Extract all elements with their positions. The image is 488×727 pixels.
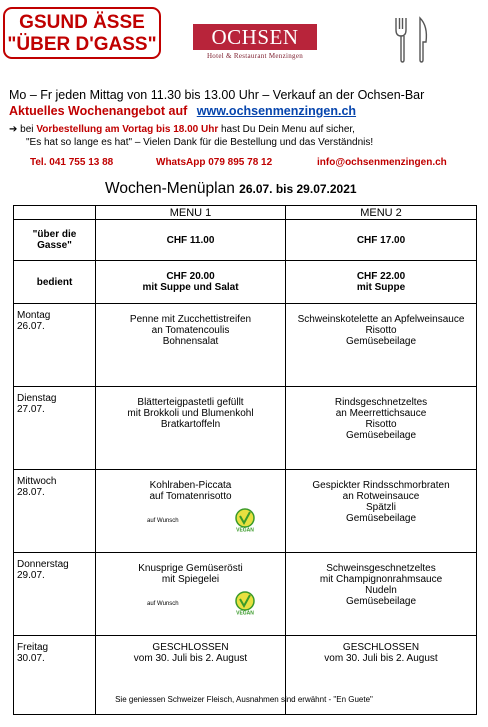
- day-name: Donnerstag: [17, 559, 69, 570]
- preorder-line: [9, 124, 355, 135]
- menu-2-dish: [286, 470, 477, 553]
- day-date: 29.07.: [17, 570, 45, 581]
- ochsen-logo: [193, 24, 317, 60]
- menu-2-dish: [286, 553, 477, 636]
- title-text: Wochen-Menüplan: [105, 180, 235, 197]
- fork-knife-icon: [392, 16, 432, 64]
- menu-1-dish: [96, 387, 286, 470]
- weekly-offer-line: [9, 104, 356, 118]
- website-link[interactable]: www.ochsenmenzingen.ch: [196, 104, 357, 118]
- table-row: [14, 387, 477, 470]
- dish-line: Gemüsebeilage: [345, 430, 417, 441]
- takeaway-price-row: [14, 220, 477, 261]
- header-menu-1: MENU 1: [96, 206, 286, 220]
- preorder-deadline: Vorbestellung am Vortag bis 18.00 Uhr: [36, 124, 219, 135]
- contact-whatsapp[interactable]: WhatsApp 079 895 78 12: [156, 157, 273, 168]
- dish-line: Knusprige Gemüserösti: [138, 563, 243, 574]
- dish-line: Schweinsgeschnetzeltes: [326, 563, 436, 574]
- served-label: bedient: [14, 261, 96, 304]
- day-name: Montag: [17, 310, 51, 321]
- header-empty: [14, 206, 96, 220]
- dish-line: an Rotweinsauce: [342, 491, 420, 502]
- served-note-2: mit Suppe: [356, 282, 406, 293]
- dish-line: Rindsgeschnetzeltes: [334, 397, 428, 408]
- takeaway-label: "über die Gasse": [14, 220, 96, 261]
- day-cell: [14, 387, 96, 470]
- preorder-post: hast Du Dein Menu auf sicher,: [221, 124, 355, 135]
- menu-1-dish: [96, 553, 286, 636]
- logo-subtitle: Hotel & Restaurant Menzingen: [206, 52, 304, 60]
- served-price-row: [14, 261, 477, 304]
- day-name: Mittwoch: [17, 476, 57, 487]
- dish-line: GESCHLOSSEN: [152, 642, 229, 653]
- page-title: [105, 180, 357, 198]
- on-request-note: auf Wunsch: [147, 601, 179, 607]
- day-date: 30.07.: [17, 653, 45, 664]
- preorder-pre: bei: [20, 124, 34, 135]
- logo-word: OCHSEN: [193, 24, 317, 50]
- opening-hours-line: Mo – Fr jeden Mittag von 11.30 bis 13.00 Uhr – Verkauf an der Ochsen-Bar: [9, 88, 425, 102]
- day-cell: [14, 304, 96, 387]
- vegan-badge-icon: [234, 508, 256, 532]
- dish-line: Bratkartoffeln: [160, 419, 221, 430]
- served-price-2: CHF 22.00: [356, 271, 406, 282]
- day-date: 27.07.: [17, 404, 45, 415]
- badge-line-1: GSUND ÄSSE: [19, 12, 145, 33]
- contact-email[interactable]: info@ochsenmenzingen.ch: [317, 157, 447, 168]
- contact-phone[interactable]: Tel. 041 755 13 88: [30, 157, 114, 168]
- dish-line: an Meerrettichsauce: [335, 408, 427, 419]
- menu-1-dish: [96, 470, 286, 553]
- dish-line: Blätterteigpastetli gefüllt: [137, 397, 244, 408]
- dish-line: mit Brokkoli und Blumenkohl: [127, 408, 254, 419]
- dish-line: Risotto: [365, 419, 397, 430]
- badge-line-2: "ÜBER D'GASS": [7, 34, 157, 55]
- served-note-1: mit Suppe und Salat: [142, 282, 239, 293]
- dish-line: vom 30. Juli bis 2. August: [133, 653, 248, 664]
- dish-line: Penne mit Zucchettistreifen: [129, 314, 252, 325]
- dish-line: mit Champignonrahmsauce: [319, 574, 443, 585]
- dish-line: an Tomatencoulis: [151, 325, 230, 336]
- arrow-icon: ➔: [9, 124, 18, 135]
- table-row: [14, 553, 477, 636]
- menu-2-dish: [286, 387, 477, 470]
- day-date: 26.07.: [17, 321, 45, 332]
- header-menu-2: MENU 2: [286, 206, 477, 220]
- day-cell: [14, 470, 96, 553]
- served-price-menu-2: [286, 261, 477, 304]
- dish-line: Spätzli: [365, 502, 396, 513]
- dish-line: Risotto: [365, 325, 397, 336]
- day-name: Freitag: [17, 642, 49, 653]
- title-dates: 26.07. bis 29.07.2021: [239, 182, 357, 196]
- menu-2-dish: [286, 304, 477, 387]
- dish-line: mit Spiegelei: [161, 574, 220, 585]
- day-date: 28.07.: [17, 487, 45, 498]
- gsund-asse-badge: [3, 7, 161, 59]
- dish-line: Gespickter Rindsschmorbraten: [312, 480, 450, 491]
- dish-line: vom 30. Juli bis 2. August: [324, 653, 438, 664]
- thanks-line: "Es hat so lange es hat" – Vielen Dank für die Bestellung und das Verständnis!: [26, 137, 374, 148]
- table-row: [14, 470, 477, 553]
- vegan-option: [99, 508, 282, 532]
- vegan-badge-icon: [234, 591, 256, 615]
- dish-line: GESCHLOSSEN: [342, 642, 420, 653]
- dish-line: Gemüsebeilage: [345, 336, 417, 347]
- vegan-option: [99, 591, 282, 615]
- day-name: Dienstag: [17, 393, 57, 404]
- dish-line: Gemüsebeilage: [345, 513, 417, 524]
- day-cell: [14, 553, 96, 636]
- served-price-menu-1: [96, 261, 286, 304]
- dish-line: Kohlraben-Piccata: [149, 480, 232, 491]
- weekly-offer-label: Aktuelles Wochenangebot auf: [9, 104, 188, 118]
- served-price-1: CHF 20.00: [166, 271, 215, 282]
- menu-table: [13, 205, 477, 715]
- table-row: [14, 304, 477, 387]
- takeaway-price-menu-1: CHF 11.00: [96, 220, 286, 261]
- vegan-badge-text: VEGAN: [236, 610, 254, 615]
- dish-line: Gemüsebeilage: [345, 596, 417, 607]
- takeaway-price-menu-2: CHF 17.00: [286, 220, 477, 261]
- vegan-badge-text: VEGAN: [236, 527, 254, 532]
- dish-line: Schweinskotelette an Apfelweinsauce: [297, 314, 465, 325]
- dish-line: auf Tomatenrisotto: [149, 491, 232, 502]
- dish-line: Bohnensalat: [162, 336, 219, 347]
- menu-1-dish: [96, 304, 286, 387]
- table-header-row: [14, 206, 477, 220]
- on-request-note: auf Wunsch: [147, 518, 179, 524]
- dish-line: Nudeln: [365, 585, 397, 596]
- footer-note: Sie geniessen Schweizer Fleisch, Ausnahmen sind erwähnt - "En Guete": [115, 695, 373, 704]
